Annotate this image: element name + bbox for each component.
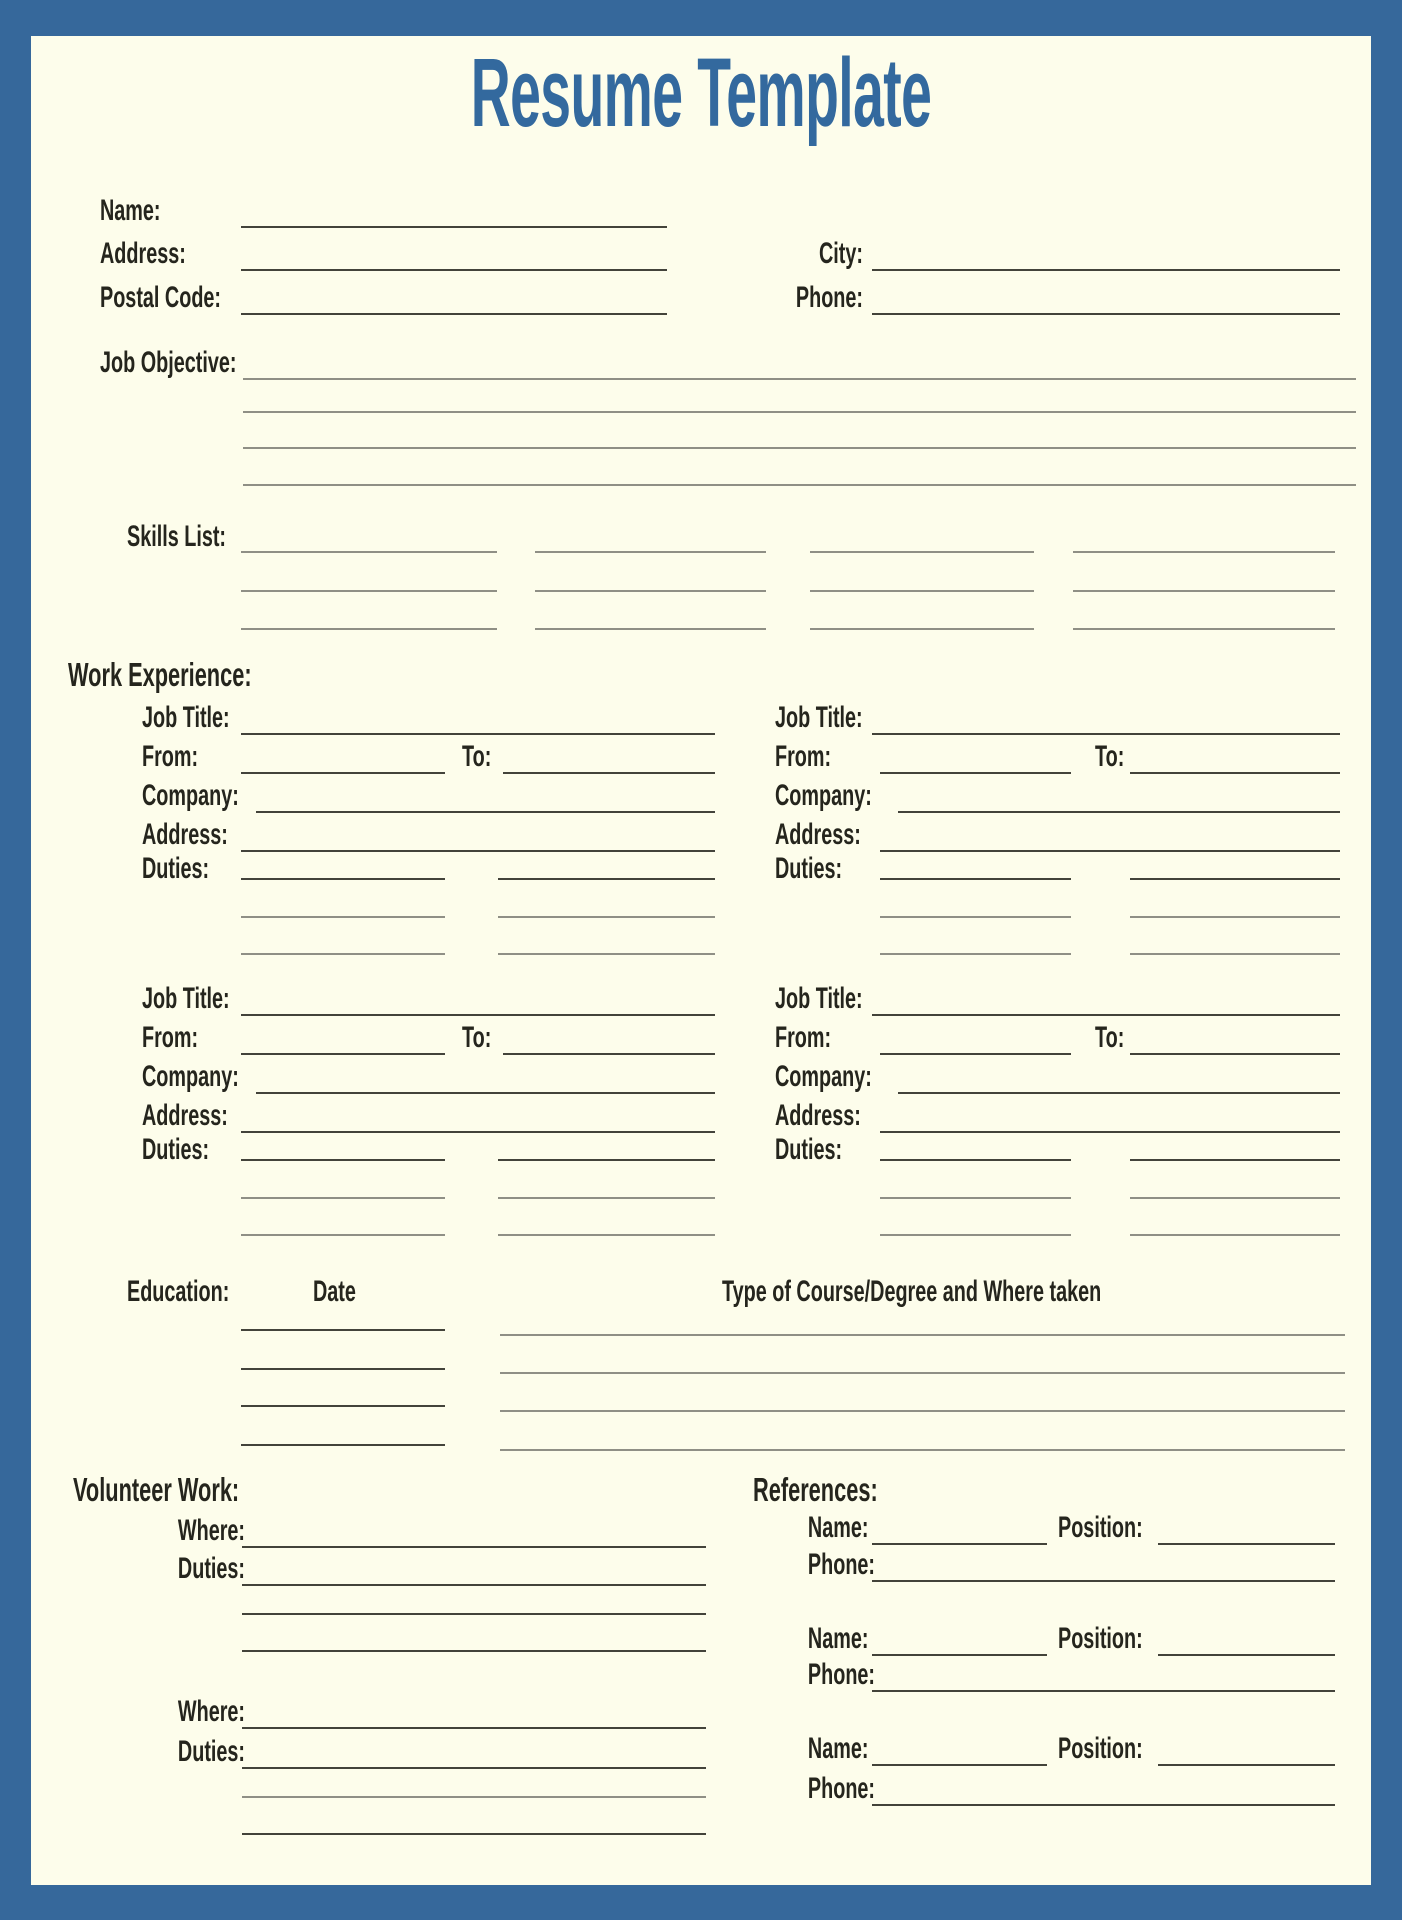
page-title: Resume Template <box>470 38 932 147</box>
job-objective-label: Job Objective: <box>100 346 237 379</box>
job1-company-line <box>256 811 715 813</box>
ref3-name-line <box>872 1764 1047 1766</box>
skills-line-r1c4 <box>1073 551 1335 553</box>
ref2-phone-label: Phone: <box>807 1658 876 1691</box>
phone-line <box>872 313 1340 315</box>
ref3-phone-label: Phone: <box>807 1772 876 1805</box>
education-date-header: Date <box>313 1275 356 1308</box>
job1-duties-line-r3c1 <box>241 953 445 955</box>
job3-duties-line-r1c2 <box>498 1159 715 1161</box>
job1-duties-line-r2c1 <box>241 916 445 918</box>
job1-duties-line-r1c1 <box>241 878 445 880</box>
job2-duties-line-r1c2 <box>1130 878 1340 880</box>
education-date-line-2 <box>241 1368 445 1370</box>
name-label: Name: <box>100 194 161 227</box>
volunteer1-duties-line-3 <box>242 1650 706 1652</box>
skills-line-r3c3 <box>810 628 1034 630</box>
job1-address-label: Address: <box>142 818 228 851</box>
job1-address-line <box>241 850 715 852</box>
volunteer2-duties-line-1 <box>242 1767 706 1769</box>
name-line <box>241 226 667 228</box>
job1-title-line <box>241 733 715 735</box>
job4-company-line <box>898 1092 1340 1094</box>
job2-duties-line-r3c1 <box>880 953 1071 955</box>
job1-duties-line-r3c2 <box>498 953 715 955</box>
education-date-line-3 <box>241 1405 445 1407</box>
job2-duties-line-r3c2 <box>1130 953 1340 955</box>
volunteer1-where-line <box>242 1546 706 1548</box>
ref3-position-label: Position: <box>1058 1732 1143 1765</box>
job2-from-line <box>880 772 1071 774</box>
objective-line-4 <box>243 484 1356 486</box>
job4-duties-label: Duties: <box>775 1133 843 1166</box>
job4-from-label: From: <box>775 1021 832 1054</box>
skills-list-label: Skills List: <box>127 520 227 553</box>
job1-duties-line-r2c2 <box>498 916 715 918</box>
skills-line-r3c4 <box>1073 628 1335 630</box>
volunteer2-duties-line-3 <box>242 1833 706 1835</box>
job4-to-label: To: <box>1095 1021 1125 1054</box>
ref1-name-line <box>872 1543 1047 1545</box>
job3-duties-line-r2c1 <box>241 1197 445 1199</box>
job4-duties-line-r1c2 <box>1130 1159 1340 1161</box>
address-line <box>241 269 667 271</box>
postal-code-label: Postal Code: <box>100 281 222 314</box>
volunteer2-where-label: Where: <box>177 1695 246 1728</box>
ref2-name-label: Name: <box>807 1622 869 1655</box>
skills-line-r3c2 <box>535 628 766 630</box>
job1-to-line <box>503 772 715 774</box>
education-label: Education: <box>127 1275 230 1308</box>
ref2-position-label: Position: <box>1058 1622 1143 1655</box>
education-course-header: Type of Course/Degree and Where taken <box>722 1275 1102 1308</box>
job4-from-line <box>880 1053 1071 1055</box>
job1-duties-line-r1c2 <box>498 878 715 880</box>
job3-from-line <box>241 1053 445 1055</box>
job4-title-line <box>872 1014 1340 1016</box>
volunteer2-duties-line-2 <box>242 1796 706 1798</box>
job2-title-line <box>872 733 1340 735</box>
job4-duties-line-r2c2 <box>1130 1197 1340 1199</box>
ref2-phone-line <box>872 1690 1335 1692</box>
skills-line-r2c2 <box>535 590 766 592</box>
job2-title-label: Job Title: <box>775 701 863 734</box>
ref2-position-line <box>1158 1654 1335 1656</box>
job3-to-line <box>503 1053 715 1055</box>
ref3-name-label: Name: <box>807 1732 869 1765</box>
job3-to-label: To: <box>462 1021 492 1054</box>
objective-line-2 <box>243 411 1356 413</box>
ref1-name-label: Name: <box>807 1511 869 1544</box>
job2-duties-line-r2c1 <box>880 916 1071 918</box>
ref3-phone-line <box>872 1804 1335 1806</box>
job2-duties-line-r1c1 <box>880 878 1071 880</box>
phone-label: Phone: <box>795 281 863 314</box>
job4-to-line <box>1130 1053 1340 1055</box>
skills-line-r2c3 <box>810 590 1034 592</box>
ref1-phone-line <box>872 1580 1335 1582</box>
job3-address-label: Address: <box>142 1099 228 1132</box>
job2-from-label: From: <box>775 740 832 773</box>
job2-duties-line-r2c2 <box>1130 916 1340 918</box>
city-label: City: <box>818 237 863 270</box>
city-line <box>872 269 1340 271</box>
volunteer-work-heading: Volunteer Work: <box>73 1471 240 1508</box>
job2-address-line <box>880 850 1340 852</box>
job2-duties-label: Duties: <box>775 852 843 885</box>
job3-title-line <box>241 1014 715 1016</box>
skills-line-r2c1 <box>241 590 497 592</box>
volunteer2-where-line <box>242 1727 706 1729</box>
job3-duties-line-r2c2 <box>498 1197 715 1199</box>
job4-duties-line-r3c2 <box>1130 1234 1340 1236</box>
job1-to-label: To: <box>462 740 492 773</box>
ref1-position-label: Position: <box>1058 1511 1143 1544</box>
postal-code-line <box>241 313 667 315</box>
ref2-name-line <box>872 1654 1047 1656</box>
job1-duties-label: Duties: <box>142 852 210 885</box>
skills-line-r1c2 <box>535 551 766 553</box>
job1-from-label: From: <box>142 740 199 773</box>
job3-company-label: Company: <box>142 1060 239 1093</box>
job4-duties-line-r1c1 <box>880 1159 1071 1161</box>
education-course-line-3 <box>500 1410 1345 1412</box>
volunteer1-where-label: Where: <box>177 1514 246 1547</box>
education-course-line-2 <box>500 1372 1345 1374</box>
volunteer1-duties-line-2 <box>242 1613 706 1615</box>
job4-duties-line-r3c1 <box>880 1234 1071 1236</box>
skills-line-r2c4 <box>1073 590 1335 592</box>
job3-title-label: Job Title: <box>142 982 230 1015</box>
job3-duties-label: Duties: <box>142 1133 210 1166</box>
job1-title-label: Job Title: <box>142 701 230 734</box>
job1-from-line <box>241 772 445 774</box>
ref1-phone-label: Phone: <box>807 1548 876 1581</box>
job4-title-label: Job Title: <box>775 982 863 1015</box>
address-label: Address: <box>100 237 186 270</box>
job3-duties-line-r3c2 <box>498 1234 715 1236</box>
job3-from-label: From: <box>142 1021 199 1054</box>
job4-address-line <box>880 1131 1340 1133</box>
job2-address-label: Address: <box>775 818 861 851</box>
objective-line-1 <box>243 378 1356 380</box>
ref3-position-line <box>1158 1764 1335 1766</box>
skills-line-r1c3 <box>810 551 1034 553</box>
job3-address-line <box>241 1131 715 1133</box>
job4-company-label: Company: <box>775 1060 872 1093</box>
job2-to-label: To: <box>1095 740 1125 773</box>
references-heading: References: <box>753 1471 878 1508</box>
job1-company-label: Company: <box>142 779 239 812</box>
job3-company-line <box>256 1092 715 1094</box>
volunteer1-duties-label: Duties: <box>177 1552 246 1585</box>
skills-line-r3c1 <box>241 628 497 630</box>
job3-duties-line-r3c1 <box>241 1234 445 1236</box>
education-course-line-1 <box>500 1334 1345 1336</box>
job2-to-line <box>1130 772 1340 774</box>
skills-line-r1c1 <box>241 551 497 553</box>
volunteer2-duties-label: Duties: <box>177 1735 246 1768</box>
job4-address-label: Address: <box>775 1099 861 1132</box>
work-experience-heading: Work Experience: <box>68 656 252 693</box>
job2-company-line <box>898 811 1340 813</box>
education-course-line-4 <box>500 1449 1345 1451</box>
objective-line-3 <box>243 447 1356 449</box>
volunteer1-duties-line-1 <box>242 1584 706 1586</box>
education-date-line-1 <box>241 1329 445 1331</box>
job3-duties-line-r1c1 <box>241 1159 445 1161</box>
education-date-line-4 <box>241 1444 445 1446</box>
ref1-position-line <box>1158 1543 1335 1545</box>
job4-duties-line-r2c1 <box>880 1197 1071 1199</box>
job2-company-label: Company: <box>775 779 872 812</box>
